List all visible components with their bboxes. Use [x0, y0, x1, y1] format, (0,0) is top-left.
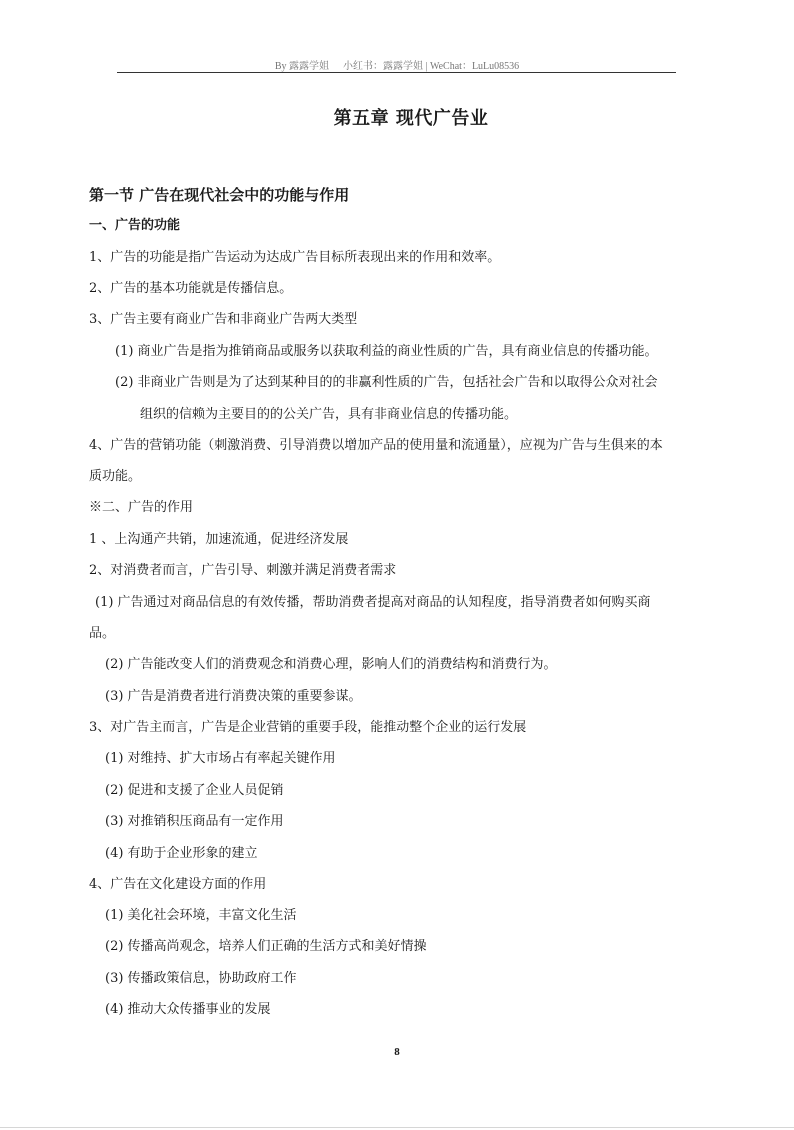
- role-item-4-sub-4: (4) 推动大众传播事业的发展: [105, 1002, 271, 1017]
- function-item-2: 2、广告的基本功能就是传播信息。: [89, 281, 293, 296]
- role-item-2-sub-2: (2) 广告能改变人们的消费观念和消费心理，影响人们的消费结构和消费行为。: [105, 657, 557, 672]
- role-item-4-sub-1: (1) 美化社会环境，丰富文化生活: [105, 908, 297, 923]
- section-title: 第一节 广告在现代社会中的功能与作用: [89, 186, 350, 204]
- function-item-1: 1、广告的功能是指广告运动为达成广告目标所表现出来的作用和效率。: [89, 250, 501, 265]
- role-item-3: 3、对广告主而言，广告是企业营销的重要手段，能推动整个企业的运行发展: [89, 720, 527, 735]
- role-item-3-sub-3: (3) 对推销积压商品有一定作用: [105, 814, 284, 829]
- role-item-4-sub-2: (2) 传播高尚观念，培养人们正确的生活方式和美好情操: [105, 939, 427, 954]
- role-item-2-sub-1: (1) 广告通过对商品信息的有效传播，帮助消费者提高对商品的认知程度，指导消费者如何购买商: [95, 595, 651, 610]
- role-item-3-sub-2: (2) 促进和支援了企业人员促销: [105, 783, 284, 798]
- role-item-3-sub-1: (1) 对维持、扩大市场占有率起关键作用: [105, 751, 336, 766]
- function-item-3-sub-2-cont: 组织的信赖为主要目的的公关广告，具有非商业信息的传播功能。: [140, 407, 518, 422]
- role-item-2-sub-3: (3) 广告是消费者进行消费决策的重要参谋。: [105, 689, 362, 704]
- function-item-3: 3、广告主要有商业广告和非商业广告两大类型: [89, 312, 358, 327]
- role-item-4: 4、广告在文化建设方面的作用: [89, 877, 267, 892]
- page-header: [0, 57, 794, 72]
- heading-functions: 一、广告的功能: [89, 218, 181, 233]
- role-item-1: 1 、上沟通产共销，加速流通，促进经济发展: [89, 532, 349, 547]
- function-item-4: 4、广告的营销功能（刺激消费、引导消费以增加产品的使用量和流通量），应视为广告与生俱来的本: [89, 438, 663, 453]
- role-item-3-sub-4: (4) 有助于企业形象的建立: [105, 846, 258, 861]
- heading-roles: ※二、广告的作用: [89, 500, 194, 515]
- role-item-2-sub-1-cont: 品。: [89, 626, 116, 641]
- function-item-4-cont: 质功能。: [89, 469, 142, 484]
- page-number: 8: [394, 1046, 400, 1058]
- role-item-2: 2、对消费者而言，广告引导、刺激并满足消费者需求: [89, 563, 397, 578]
- header-author: By 露露学姐: [274, 61, 329, 72]
- function-item-3-sub-1: (1) 商业广告是指为推销商品或服务以获取利益的商业性质的广告，具有商业信息的传播功能。: [115, 344, 658, 359]
- chapter-title: 第五章 现代广告业: [333, 108, 489, 129]
- function-item-3-sub-2: (2) 非商业广告则是为了达到某种目的的非赢利性质的广告，包括社会广告和以取得公众对社会: [115, 375, 658, 390]
- header-contact: 小红书：露露学姐 | WeChat：LuLu08536: [342, 61, 520, 72]
- role-item-4-sub-3: (3) 传播政策信息，协助政府工作: [105, 971, 297, 986]
- header-divider: [117, 72, 676, 73]
- page-bottom-edge: [0, 1127, 794, 1128]
